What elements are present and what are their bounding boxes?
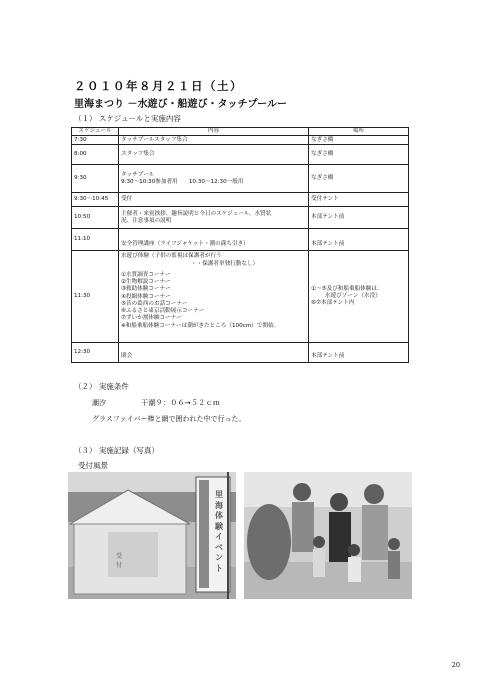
time-cell: 12:30 bbox=[72, 343, 119, 363]
photo-caption: 受付風景 bbox=[78, 461, 108, 470]
table-row bbox=[72, 207, 409, 229]
content-line: ①水質調査コーナー bbox=[121, 271, 171, 278]
content-cell: 閉会 bbox=[119, 343, 309, 363]
event-title: 里海まつり －水遊び・船遊び・タッチプールー bbox=[74, 99, 287, 110]
column-header-place: 場所 bbox=[309, 128, 409, 136]
table-row bbox=[72, 136, 409, 145]
reception-photo-art bbox=[68, 472, 236, 599]
place-cell bbox=[309, 251, 409, 343]
place-line: 水遊びゾーン（水没） bbox=[325, 293, 381, 300]
place-cell: なぎさ橋 bbox=[309, 136, 409, 145]
content-line: ※和船乗船体験コーナーは潮がきたところ（100cm）で開始。 bbox=[121, 322, 280, 329]
time-cell: 10:50 bbox=[72, 207, 119, 229]
reception-photo bbox=[68, 472, 236, 599]
content-cell: 受付 bbox=[119, 193, 309, 207]
crowd-photo-art bbox=[244, 472, 412, 599]
content-line: 況、注意事項の説明 bbox=[121, 217, 172, 224]
tide-label: 潮汐 bbox=[92, 399, 106, 407]
place-cell: 本部テント前 bbox=[309, 207, 409, 229]
time-cell: 8:00 bbox=[72, 145, 119, 165]
date-title: ２０１０年８月２１日（土） bbox=[74, 79, 243, 93]
time-cell: 9:30～10:45 bbox=[72, 193, 119, 207]
table-row bbox=[72, 229, 409, 251]
sign-text: 里海体験イベント bbox=[215, 490, 223, 573]
column-header-schedule: スケジュール bbox=[72, 128, 119, 136]
time-cell: 9:30 bbox=[72, 165, 119, 193]
section1-heading: （１） スケジュールと実施内容 bbox=[74, 114, 181, 123]
section3-heading: （３） 実施記録（写真） bbox=[74, 446, 159, 455]
content-cell: タッチプールスタッフ集合 bbox=[119, 136, 309, 145]
place-cell: なぎさ橋 bbox=[309, 145, 409, 165]
content-line: タッチプール bbox=[121, 171, 155, 178]
content-cell bbox=[119, 251, 309, 343]
content-cell bbox=[119, 165, 309, 193]
content-line: ④投網体験コーナー bbox=[121, 293, 171, 300]
tent-text: 受付 bbox=[116, 553, 123, 569]
column-header-content: 内容 bbox=[119, 128, 309, 136]
content-line: ③救助体験コーナー bbox=[121, 286, 171, 293]
content-line: ・・保護者単独行動なし） bbox=[191, 260, 259, 267]
place-cell: 本部テント前 bbox=[309, 229, 409, 251]
content-line: ⑦ずいか割体験コーナー bbox=[121, 315, 182, 322]
table-row bbox=[72, 193, 409, 207]
time-cell: 11:10 bbox=[72, 229, 119, 251]
place-line: ①～⑤及び和船乗船体験は、 bbox=[311, 285, 383, 292]
content-cell bbox=[119, 207, 309, 229]
content-line: 主催者・来賓挨拶、趣旨説明と今日のスケジュール、水質状 bbox=[121, 210, 272, 217]
place-cell: なぎさ橋 bbox=[309, 165, 409, 193]
content-line: 9:30～10:30参加者用 10:30～12:30一般用 bbox=[121, 178, 244, 185]
table-header-row bbox=[72, 128, 409, 136]
section2-heading: （２） 実施条件 bbox=[74, 382, 129, 391]
table-row bbox=[72, 145, 409, 165]
time-cell: 7:30 bbox=[72, 136, 119, 145]
content-line: ⑥ふるさと東京活動展示コーナー bbox=[121, 308, 205, 315]
time-cell: 11:30 bbox=[72, 251, 119, 343]
content-line: ②生物解説コーナー bbox=[121, 279, 171, 286]
place-cell: 受付テント bbox=[309, 193, 409, 207]
table-row bbox=[72, 343, 409, 363]
content-cell: スタッフ集合 bbox=[119, 145, 309, 165]
schedule-table bbox=[71, 127, 409, 363]
table-row bbox=[72, 251, 409, 343]
content-line: 水遊び体験（子供の監視は保護者が行う bbox=[121, 253, 222, 260]
content-cell: 安全管理講座（ライフジャケット・潮の満ち引き） bbox=[119, 229, 309, 251]
tide-value: 干潮９：０６→５２ｃｍ bbox=[141, 399, 221, 407]
place-cell: 本部テント前 bbox=[309, 343, 409, 363]
condition-note: グラスファイバー棒と網で囲われた中で行った。 bbox=[92, 415, 246, 423]
content-line: ⑤昔の葛西のお話コーナー bbox=[121, 300, 188, 307]
page-number: 20 bbox=[451, 661, 460, 669]
crowd-photo bbox=[244, 472, 412, 599]
table-row bbox=[72, 165, 409, 193]
place-line: ⑥⑦本部テント内 bbox=[311, 300, 355, 307]
